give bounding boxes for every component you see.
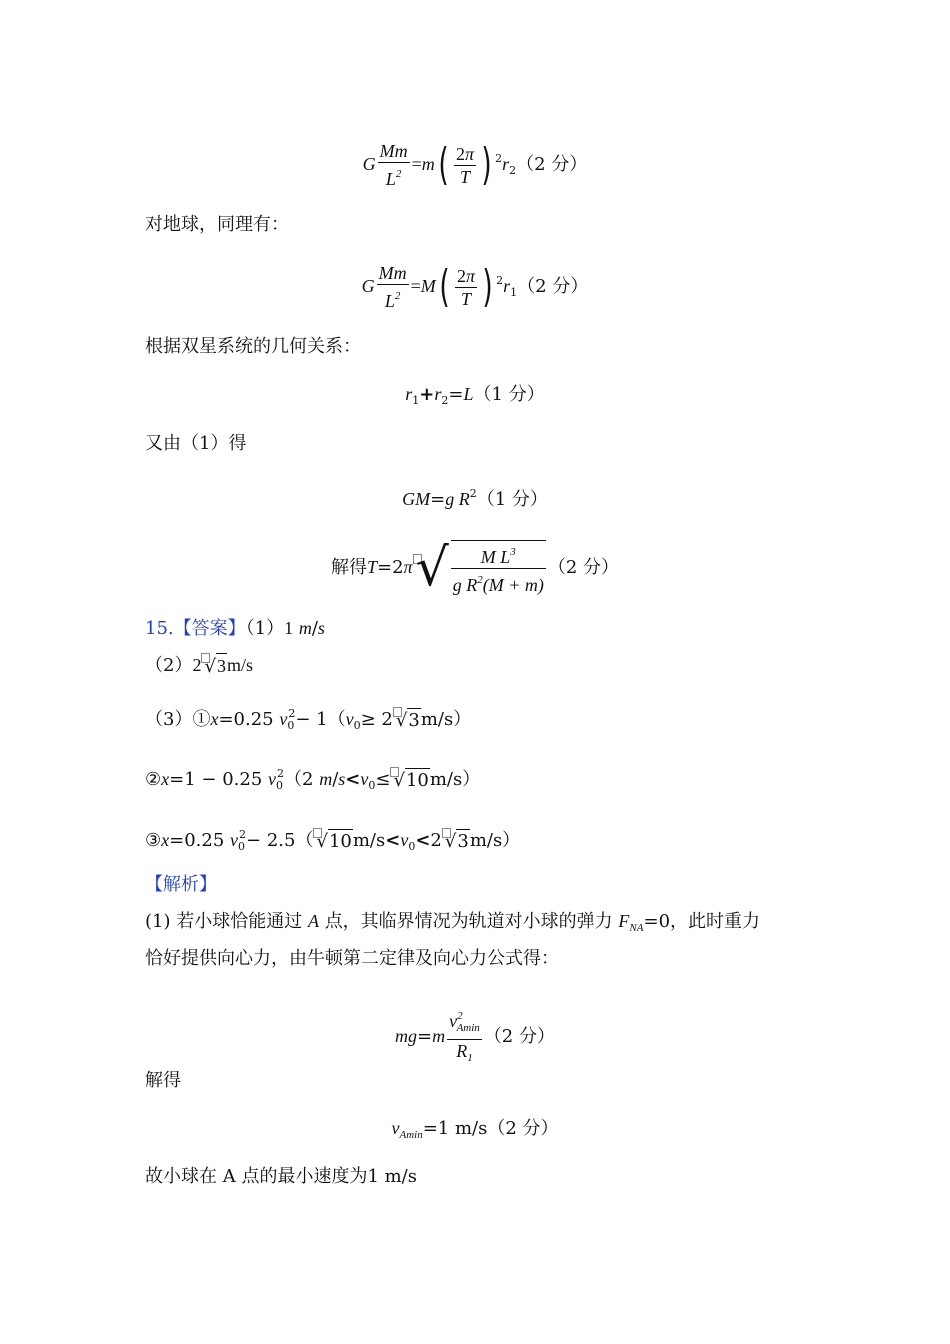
text-earth: 对地球，同理有：	[145, 214, 289, 235]
equation-gm: GM=g $R^2(1$ 分）	[402, 487, 548, 510]
analysis-line1-c: ，此时重力	[670, 911, 761, 932]
answer-part3-case1: （3）①x=0.25 $v_0^2- 1(v_0\ge 2$ √3m/s）	[145, 707, 472, 732]
case3-label: ③	[145, 830, 162, 851]
equation-moon-gravity: G $\frac{Mm}{L^2}$ =m( $\frac{2\pi}{T}$ ) $^2r_2(2$ 分）	[362, 139, 588, 190]
answer-part2: （2）2 √3m/s	[145, 655, 253, 677]
part2-root: 3	[216, 653, 227, 678]
analysis-conclusion: 故小球在 A 点的最小速度为1 m/s	[145, 1166, 417, 1187]
answer-tag: 【答案】	[173, 618, 246, 639]
equation-earth-gravity: G $\frac{Mm}{L^2}$ =M( $\frac{2\pi}{T}$ ) $^2r_1(2$ 分）	[361, 261, 589, 312]
part1-value: 1	[284, 618, 294, 638]
equation-radius-sum: $r_1+r_2=L(1$ 分）	[405, 384, 545, 407]
score-label: （1 分）	[476, 489, 548, 510]
case2-label: ②	[145, 769, 162, 790]
analysis-line1: (1) 若小球恰能通过 A 点，其临界情况为轨道对小球的弹力 $F_{NA}=0$，此时重力	[145, 911, 761, 934]
text-geometry: 根据双星系统的几何关系：	[145, 336, 361, 357]
part2-label: （2）	[145, 655, 193, 676]
equation-period: 解得T=2π√ $\frac{M L^3}{g R^2(M + m)}$ （2 分）	[330, 538, 620, 598]
score-label: （2 分）	[547, 557, 620, 578]
part2-value: 2	[192, 655, 202, 675]
score-label: （2 分）	[487, 1118, 559, 1139]
part2-unit: m/s	[226, 655, 253, 675]
text-from-part1: 又由（1）得	[145, 433, 247, 454]
analysis-line2: 恰好提供向心力，由牛顿第二定律及向心力公式得：	[145, 948, 559, 969]
answer-part3-case3: ③x=0.25 $v_0^2- 2.5$（ $√10m/s<v_0<2$ √3m/s）	[145, 828, 521, 853]
score-label: （2 分）	[517, 276, 589, 297]
part1-label: （1）	[245, 618, 285, 639]
answer-part3-case2: ②x=1 − 0.25 $v_0^2(2$ $m/s<v_0\le √10m/s$）	[145, 767, 481, 792]
score-label: （2 分）	[483, 1026, 555, 1047]
analysis-solve: 解得	[145, 1070, 181, 1091]
analysis-line1-a: (1) 若小球恰能通过	[145, 911, 303, 932]
part3-label: （3）①	[145, 709, 211, 730]
answer-heading: 15.【答案】（1）1 m/s	[145, 618, 325, 639]
solve-prefix: 解得	[330, 557, 367, 578]
analysis-line1-b: 点，其临界情况为轨道对小球的弹力	[324, 911, 613, 932]
score-label: （2 分）	[516, 154, 588, 175]
equation-centripetal: mg=m $\frac{v^2_{Amin}}{R_1}$ （2 分）	[0, 1005, 950, 1069]
analysis-tag: 【解析】	[145, 874, 217, 895]
question-number: 15.	[145, 618, 174, 639]
part3-unit: m/s	[420, 709, 454, 730]
score-label: （1 分）	[473, 384, 545, 405]
equation-min-speed: $v_{Amin}=1$ m/s（2 分）	[391, 1118, 559, 1141]
